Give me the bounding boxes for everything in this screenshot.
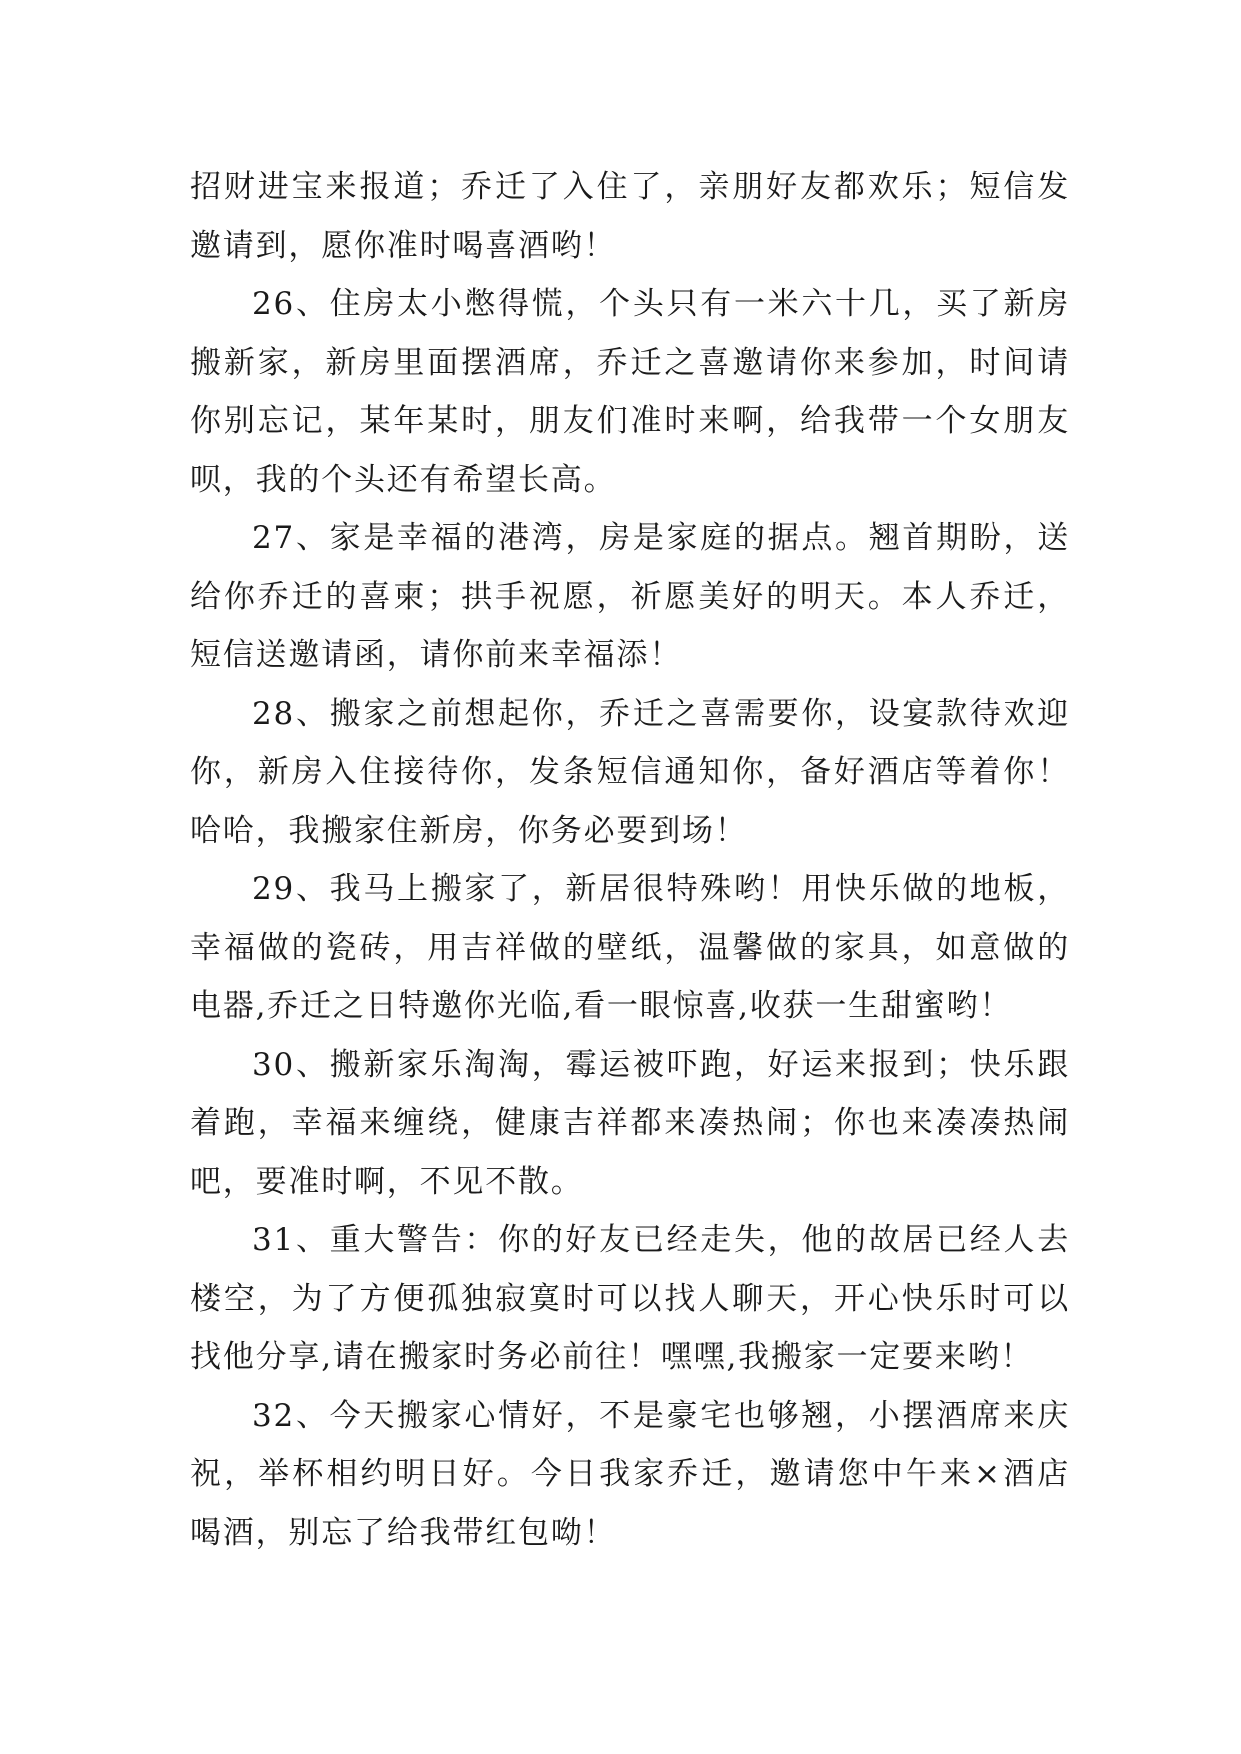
paragraph-26: 26、住房太小憋得慌，个头只有一米六十几，买了新房搬新家，新房里面摆酒席，乔迁之喜邀请你来参加，时间请你别忘记，某年某时，朋友们准时来啊，给我带一个女朋友呗，我的个头还有希望长高。: [190, 286, 1070, 498]
paragraph-continuation: 招财进宝来报道；乔迁了入住了，亲朋好友都欢乐；短信发邀请到，愿你准时喝喜酒哟！: [190, 169, 1070, 264]
paragraph-30: 30、搬新家乐淘淘，霉运被吓跑，好运来报到；快乐跟着跑，幸福来缠绕，健康吉祥都来凑热闹；你也来凑凑热闹吧，要准时啊，不见不散。: [190, 1046, 1070, 1200]
paragraph-29: 29、我马上搬家了，新居很特殊哟！用快乐做的地板，幸福做的瓷砖，用吉祥做的壁纸，温馨做的家具，如意做的电器,乔迁之日特邀你光临,看一眼惊喜,收获一生甜蜜哟！: [190, 871, 1070, 1024]
paragraph-28: 28、搬家之前想起你，乔迁之喜需要你，设宴款待欢迎你，新房入住接待你，发条短信通知你，备好酒店等着你！哈哈，我搬家住新房，你务必要到场！: [190, 695, 1070, 849]
document-body: [190, 158, 1070, 1562]
paragraph-27: 27、家是幸福的港湾，房是家庭的据点。翘首期盼，送给你乔迁的喜柬；拱手祝愿，祈愿美好的明天。本人乔迁，短信送邀请函，请你前来幸福添！: [190, 520, 1070, 673]
paragraph-32: 32、今天搬家心情好，不是豪宅也够翘，小摆酒席来庆祝，举杯相约明日好。今日我家乔迁，邀请您中午来×酒店喝酒，别忘了给我带红包呦！: [190, 1397, 1070, 1551]
paragraph-31: 31、重大警告：你的好友已经走失，他的故居已经人去楼空，为了方便孤独寂寞时可以找人聊天，开心快乐时可以找他分享,请在搬家时务必前往！嘿嘿,我搬家一定要来哟！: [190, 1222, 1070, 1375]
